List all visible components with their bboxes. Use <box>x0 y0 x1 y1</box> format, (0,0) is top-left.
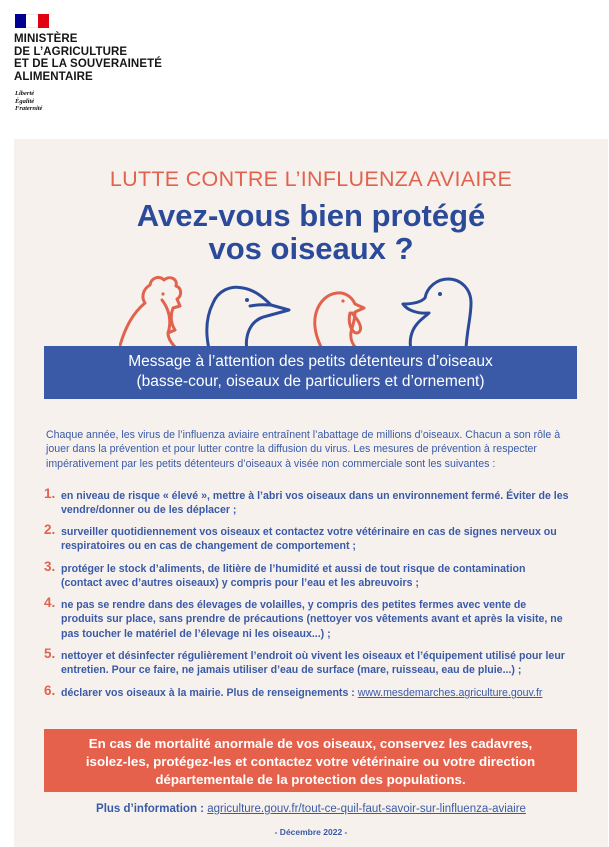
mortality-alert-banner <box>44 729 577 792</box>
republic-motto <box>15 90 42 113</box>
mesdemarches-link[interactable]: www.mesdemarches.agriculture.gouv.fr <box>357 687 543 699</box>
more-info-link[interactable]: agriculture.gouv.fr/tout-ce-quil-faut-savoir-sur-linfluenza-aviaire <box>207 803 526 815</box>
item-text: surveiller quotidiennement vos oiseaux et contactez votre vétérinaire en cas de signes nerveux ou respiratoires ou en cas de changement de comportement ; <box>61 526 557 553</box>
poster-kicker: LUTTE CONTRE L’INFLUENZA AVIAIRE <box>109 167 513 191</box>
more-info-label: Plus d’information : <box>96 803 205 815</box>
ministry-line: MINISTÈRE <box>14 33 78 45</box>
list-item <box>44 559 569 591</box>
ministry-line: ALIMENTAIRE <box>14 70 93 83</box>
item-number: 3. <box>44 559 56 574</box>
more-information <box>14 803 608 815</box>
list-item <box>44 595 569 641</box>
list-item <box>44 646 569 678</box>
alert-line: En cas de mortalité anormale de vos oiseaux, conservez les cadavres, <box>88 736 533 751</box>
banner-line: (basse-cour, oiseaux de particuliers et d’ornement) <box>136 373 485 390</box>
item-number: 2. <box>44 522 56 537</box>
alert-line: départementale de la protection des populations. <box>155 772 466 787</box>
list-item <box>44 486 569 518</box>
ministry-header <box>0 0 609 140</box>
birds-illustration <box>119 269 499 349</box>
ministry-name <box>14 33 162 83</box>
publication-date: - Décembre 2022 - <box>274 827 348 837</box>
banner-line: Message à l’attention des petits détenteurs d’oiseaux <box>128 353 493 370</box>
item-number: 5. <box>44 646 56 661</box>
alert-line: isolez-les, protégez-les et contactez votre vétérinaire ou votre direction <box>85 754 536 769</box>
item-text: ne pas se rendre dans des élevages de volailles, y compris des petites fermes avec vente de produits sur place, sans prendre de précautions (nettoyer vos vêtements avant et après la visite, ne pas toucher le matériel de l’élevage ni les oiseaux...) ; <box>61 599 563 640</box>
ministry-line: DE L’AGRICULTURE <box>14 45 128 58</box>
item-text-wrapper <box>61 686 569 700</box>
rooster-icon <box>119 278 181 349</box>
list-item <box>44 683 569 700</box>
motto-line: Liberté <box>15 90 35 97</box>
poster-title <box>14 199 608 265</box>
intro-paragraph: Chaque année, les virus de l’influenza aviaire entraînent l’abattage de millions d’oiseaux. Chacun a son rôle à jouer dans la prévention et pour lutter contre la diffusion du virus. Les mesures de prévention à respecter impérativement par les petits détenteurs d’oiseaux à visée non commerciale sont les suivantes : <box>46 429 561 470</box>
item-number: 4. <box>44 595 56 610</box>
title-line: Avez-vous bien protégé <box>136 198 486 233</box>
item-text: protéger le stock d’aliments, de litière de l’humidité et aussi de tout risque de contamination (contact avec d’autres oiseaux) y compris pour l’eau et les abreuvoirs ; <box>61 563 526 590</box>
item-text: nettoyer et désinfecter régulièrement l’endroit où vivent les oiseaux et l’équipement utilisé pour leur entretien. Pour ce faire, ne jamais utiliser d’eau de surface (mare, ruisseau, eau de pluie...) ; <box>61 650 565 677</box>
item-number: 1. <box>44 486 56 501</box>
motto-line: Égalité <box>15 97 35 105</box>
duck-icon <box>403 279 471 349</box>
motto-line: Fraternité <box>15 105 43 112</box>
item-text: en niveau de risque « élevé », mettre à l’abri vos oiseaux dans un environnement fermé. Éviter de les vendre/donner ou de les déplacer ; <box>61 490 569 517</box>
french-flag-icon <box>15 14 49 28</box>
ministry-line: ET DE LA SOUVERAINETÉ <box>14 58 162 70</box>
title-line: vos oiseaux ? <box>208 231 414 266</box>
poster <box>14 139 608 847</box>
item-number: 6. <box>44 683 56 698</box>
audience-banner <box>44 346 577 399</box>
goose-icon <box>207 287 289 349</box>
list-item <box>44 522 569 554</box>
turkey-icon <box>315 293 364 349</box>
item-text: déclarer vos oiseaux à la mairie. Plus de renseignements : <box>61 687 355 699</box>
